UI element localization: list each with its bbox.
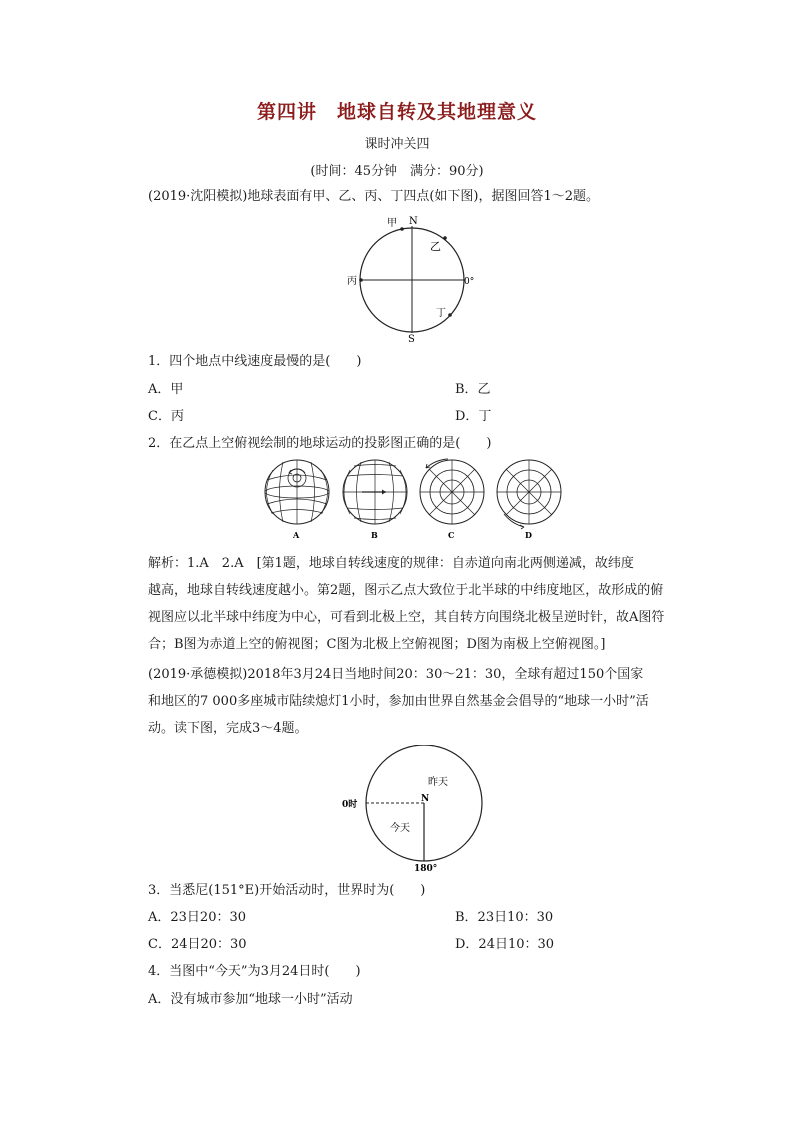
label-n: N bbox=[421, 794, 430, 804]
label-s: S bbox=[408, 334, 415, 344]
analysis-line-4: 合；B图为赤道上空的俯视图；C图为北极上空俯视图；D图为南极上空俯视图。] bbox=[148, 637, 606, 652]
intro-2-line-3: 动。读下图，完成3～4题。 bbox=[148, 721, 308, 736]
q3-option-d[interactable]: D．24日10：30 bbox=[455, 937, 555, 952]
q1-stem: 1．四个地点中线速度最慢的是( ) bbox=[148, 354, 362, 369]
intro-2-line-2: 和地区的7 000多座城市陆续熄灯1小时，参加由世界自然基金会倡导的“地球一小时”活 bbox=[148, 694, 649, 709]
intro-2-line-1: (2019·承德模拟)2018年3月24日当地时间20：30～21：30，全球有超过150个国家 bbox=[148, 667, 644, 682]
projection-d-label: D bbox=[525, 530, 532, 540]
analysis-line-3: 视图应以北半球中纬度为中心，可看到北极上空，其自转方向围绕北极呈逆时针，故A图符 bbox=[148, 610, 665, 625]
analysis-line-1: 解析：1.A 2.A [第1题，地球自转线速度的规律：自赤道向南北两侧递减，故纬度 bbox=[148, 556, 634, 571]
point-ding bbox=[448, 313, 452, 317]
point-bing bbox=[359, 278, 363, 282]
q1-option-b[interactable]: B．乙 bbox=[455, 382, 491, 397]
label-yi: 乙 bbox=[430, 240, 441, 253]
label-yesterday: 昨天 bbox=[428, 777, 448, 788]
point-yi bbox=[443, 236, 447, 240]
q3-stem: 3．当悉尼(151°E)开始活动时，世界时为( ) bbox=[148, 883, 426, 898]
page-title: 第四讲 地球自转及其地理意义 bbox=[256, 101, 537, 123]
page-subtitle: 课时冲关四 bbox=[364, 137, 430, 152]
projection-b-label: B bbox=[371, 530, 378, 540]
figure-1-globe bbox=[340, 212, 480, 344]
label-180: 180° bbox=[414, 864, 438, 873]
label-ding: 丁 bbox=[436, 308, 446, 319]
q4-option-a[interactable]: A．没有城市参加“地球一小时”活动 bbox=[148, 992, 353, 1007]
point-jia bbox=[400, 227, 404, 231]
projection-c bbox=[420, 459, 484, 540]
figure-2-projections bbox=[258, 458, 568, 542]
label-today: 今天 bbox=[390, 823, 410, 834]
projection-c-label: C bbox=[448, 530, 455, 540]
q3-option-b[interactable]: B．23日10：30 bbox=[455, 910, 554, 925]
q4-stem: 4．当图中“今天”为3月24日时( ) bbox=[148, 964, 361, 979]
label-zero-hour: 0时 bbox=[342, 800, 358, 810]
label-n: N bbox=[409, 216, 418, 227]
time-info: (时间：45分钟 满分：90分) bbox=[310, 164, 484, 179]
label-jia: 甲 bbox=[387, 218, 397, 229]
q3-option-c[interactable]: C．24日20：30 bbox=[148, 937, 247, 952]
q1-option-d[interactable]: D．丁 bbox=[455, 409, 492, 424]
projection-a-label: A bbox=[293, 530, 300, 540]
label-zero: 0° bbox=[464, 277, 475, 287]
q3-option-a[interactable]: A．23日20：30 bbox=[148, 910, 247, 925]
figure-3-date-line bbox=[338, 745, 498, 873]
q1-option-a[interactable]: A．甲 bbox=[148, 382, 184, 397]
projection-a bbox=[265, 460, 329, 540]
label-bing: 丙 bbox=[347, 276, 357, 287]
projection-b bbox=[343, 460, 407, 540]
q2-stem: 2．在乙点上空俯视绘制的地球运动的投影图正确的是( ) bbox=[148, 436, 492, 451]
analysis-line-2: 越高，地球自转线速度越小。第2题，图示乙点大致位于北半球的中纬度地区，故形成的俯 bbox=[148, 583, 664, 598]
intro-1: (2019·沈阳模拟)地球表面有甲、乙、丙、丁四点(如下图)，据图回答1～2题。 bbox=[148, 189, 600, 204]
q1-option-c[interactable]: C．丙 bbox=[148, 409, 184, 424]
projection-d bbox=[497, 460, 561, 540]
